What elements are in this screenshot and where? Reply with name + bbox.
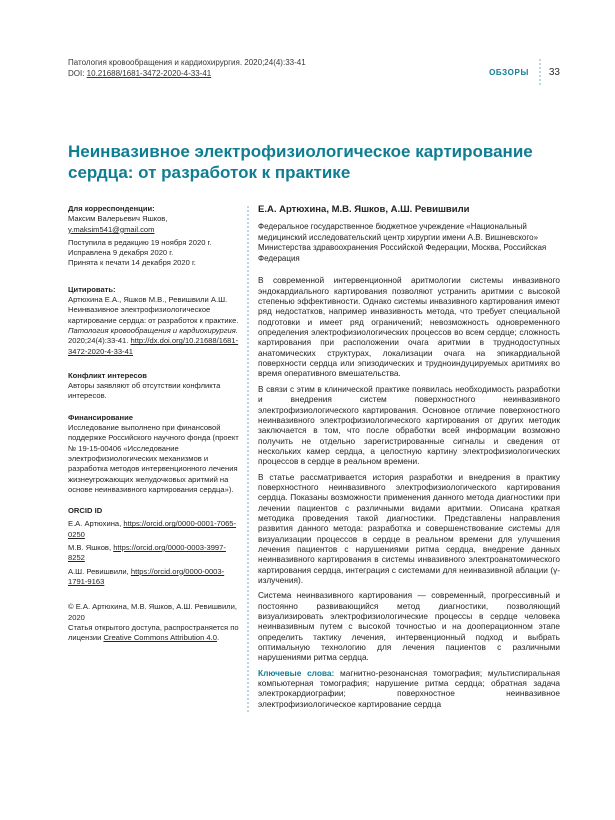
orcid-link[interactable]: https://orcid.org/0000-0003-1791-9163	[68, 566, 225, 586]
abstract-paragraph: В связи с этим в клинической практике появилась необходимость разработки и внедрения систем поверхностного неинвазивного электрофизиологического картирования. Основное отличие поверхностного неинвазивного электрофизиологического картирования от других методик заключается в том, что после обработки всей информации возможно получить не отдельно зарегистрированные сигналы и сведения от нескольких камер сердца, а целостную картину электрофизиологических процессов в сердце в реальном времени.	[258, 383, 560, 467]
citation-journal: Патология кровообращения и кардиохирургия.	[68, 325, 238, 335]
orcid-author-name: А.Ш. Ревишвили,	[68, 566, 131, 576]
orcid-entry	[68, 519, 240, 540]
journal-citation-line: Патология кровообращения и кардиохирургия. 2020;24(4):33-41	[68, 58, 306, 67]
article-meta-sidebar	[68, 204, 240, 714]
license-link[interactable]: Creative Commons Attribution 4.0	[103, 633, 217, 643]
conflict-heading: Конфликт интересов	[68, 370, 147, 380]
orcid-entry	[68, 543, 240, 564]
abstract-paragraph: Система неинвазивного картирования — современный, прогрессивный и постоянно развивающийся метод диагностики, позволяющий визуализировать электрофизиологические процессы в сердце человека неинвазивным путем с высокой точностью и на дооперационном этапе определить тактику лечения, интервенционный подход и выбрать оптимальную технологию для лечения пациентов с различными нарушениями ритма сердца.	[258, 590, 560, 663]
date-received: Поступила в редакцию 19 ноября 2020 г.	[68, 237, 212, 247]
conflict-text: Авторы заявляют об отсутствии конфликта интересов.	[68, 381, 221, 401]
journal-info	[68, 57, 306, 79]
column-dotted-divider	[247, 206, 249, 714]
copyright-line: © Е.А. Артюхина, М.В. Яшков, А.Ш. Ревишвили, 2020	[68, 602, 237, 622]
email-link[interactable]: y.maksim541@gmail.com	[68, 224, 155, 234]
article-title: Неинвазивное электрофизиологическое картирование сердца: от разработок к практике	[68, 142, 533, 182]
funding-heading: Финансирование	[68, 412, 133, 422]
citation-block	[68, 285, 240, 357]
keywords-text: магнитно-резонансная томография; мультиспиральная компьютерная томография; нарушение ритма сердца; обратная задача электрокардиографии; поверхностное неинвазивное электрофизиологическое картирование сердца	[258, 667, 560, 709]
abstract-paragraph: В статье рассматривается история разработки и внедрения в практику поверхностного неинвазивного электрофизиологического картирования сердца. Показаны возможности применения данного метода диагностики при лечении пациентов с различными видами аритмии. Описана краткая методика проведения такой диагностики. Представлены направления развития данного метода: разработка и совершенствование системы для визуализации процессов в сердце в реальном времени для улучшения лечения пациентов с нарушениями ритма сердца, внедрение данных неинвазивного картирования в системы инвазивного электроанатомического картирования сердца, интеграция с системами для неинвазивной аблации (γ-излучения).	[258, 471, 560, 585]
abstract	[258, 275, 560, 709]
orcid-block	[68, 506, 240, 587]
funding-text: Исследование выполнено при финансовой поддержке Российского научного фонда (проект № 19-15-00406 «Исследование электрофизиологических механизмов и разработка методов интервенционного лечения жизнеугрожающих желудочковых аритмий на основе неинвазивного картирования сердца»).	[68, 423, 239, 494]
affiliation: Федеральное государственное бюджетное учреждение «Национальный медицинский исследовательский центр хирургии имени А.В. Вишневского» Министерства здравоохранения Российской Федерации, Москва, Российская Федерация	[258, 222, 547, 263]
header-dotted-divider	[539, 59, 541, 85]
doi-link[interactable]: 10.21688/1681-3472-2020-4-33-41	[86, 69, 212, 78]
masthead	[68, 57, 560, 85]
correspondence-email-line	[68, 225, 240, 235]
correspondence-heading: Для корреспонденции:	[68, 204, 155, 213]
license-period: .	[216, 633, 220, 643]
orcid-author-name: М.В. Яшков,	[68, 543, 114, 553]
correspondence-name: Максим Валерьевич Яшков,	[68, 214, 168, 224]
orcid-heading: ORCID ID	[68, 506, 103, 516]
license-line	[68, 623, 240, 644]
date-revised: Исправлена 9 декабря 2020 г.	[68, 248, 174, 258]
keywords-label: Ключевые слова:	[258, 667, 335, 678]
doi-line	[68, 68, 306, 79]
copyright-block	[68, 602, 240, 643]
citation-doi-link[interactable]: http://dx.doi.org/10.21688/1681-3472-2020-4-33-41	[68, 336, 239, 356]
orcid-entry	[68, 567, 240, 588]
orcid-link[interactable]: https://orcid.org/0000-0001-7065-0250	[68, 519, 237, 539]
conflict-block	[68, 371, 240, 402]
content-columns	[68, 204, 560, 714]
correspondence-block	[68, 204, 240, 269]
funding-block	[68, 413, 240, 495]
doi-label: DOI:	[68, 69, 87, 78]
date-accepted: Принята к печати 14 декабря 2020 г.	[68, 258, 196, 268]
orcid-author-name: Е.А. Артюхина,	[68, 519, 124, 529]
orcid-link[interactable]: https://orcid.org/0000-0003-3997-8252	[68, 543, 226, 563]
section-page-group	[489, 59, 560, 85]
citation-authors: Артюхина Е.А., Яшков М.В., Ревишвили А.Ш. Неинвазивное электрофизиологическое картирование сердца: от разработок к практике.	[68, 295, 239, 325]
section-label: ОБЗОРЫ	[489, 67, 529, 77]
page-number: 33	[548, 66, 560, 78]
authors-line: Е.А. Артюхина, М.В. Яшков, А.Ш. Ревишвили	[258, 204, 470, 215]
citation-text	[68, 295, 240, 357]
citation-issue: 2020;24(4):33-41.	[68, 336, 131, 346]
license-text: Статья открытого доступа, распространяется по лицензии	[68, 622, 239, 643]
citation-heading: Цитировать:	[68, 284, 116, 294]
article-body	[258, 204, 560, 714]
keywords	[258, 668, 560, 709]
abstract-paragraph: В современной интервенционной аритмологии системы инвазивного эндокардиального картирования позволяют устранить аритмии с высокой степенью эффективности. Однако системы инвазивного картирования имеют ряд недостатков, например инвазивность метода, что требует специальной подготовки и имеет ряд ограничений; невозможность одновременного определения электрофизиологических процессов во всем сердце; сложность картирования при расположении очага аритмии в труднодоступных анатомических структурах, локализации очага на эпикардиальной поверхности сердца или эпизодических и трудноиндуцируемых аритмиях во время оперативного вмешательства.	[258, 275, 560, 379]
